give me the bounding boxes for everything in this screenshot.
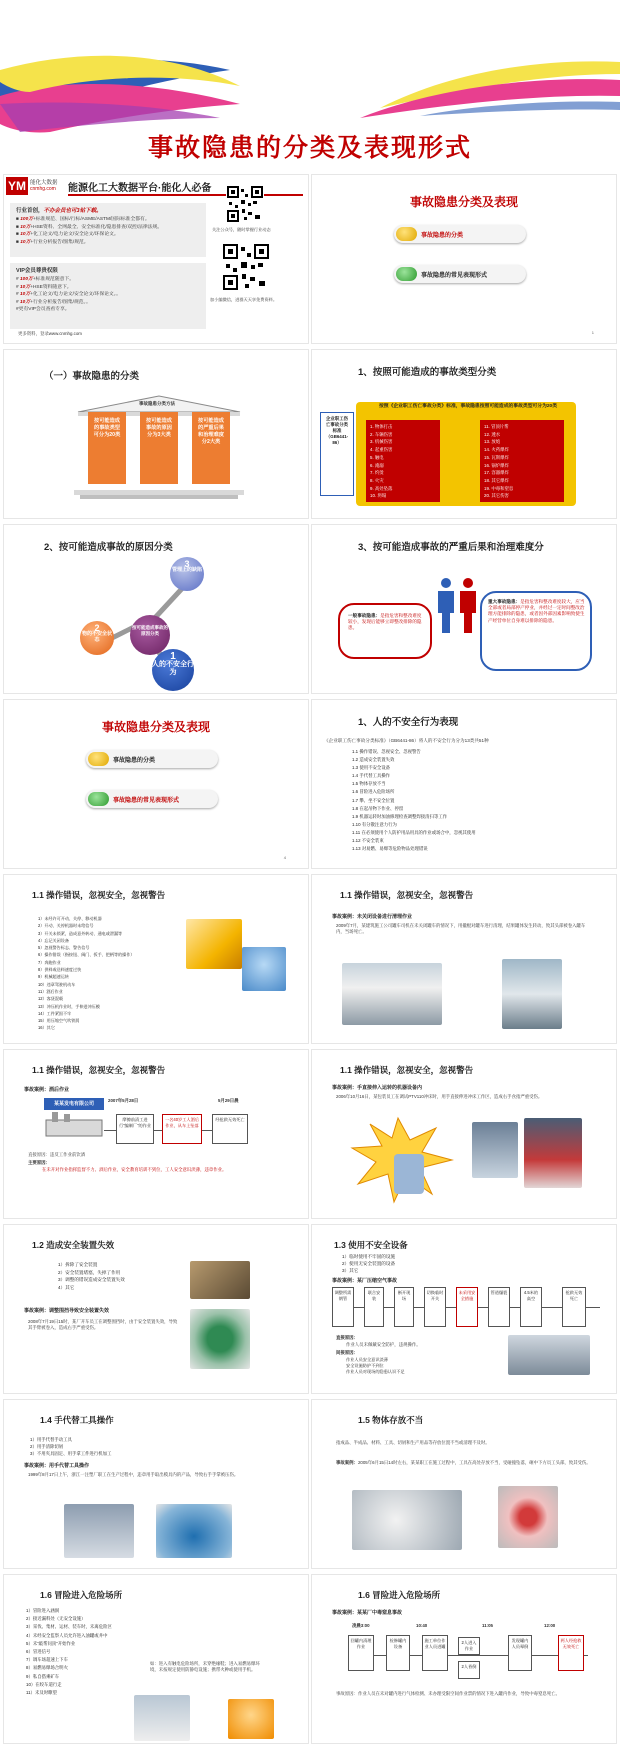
electrical-cabinet-photo [134,1695,190,1741]
flow-step-3: 断开现场 [394,1287,414,1327]
flow-step-5: 未采用安全措施 [456,1287,478,1327]
vip-box: VIP会员尊贵权限 # 100万+标准规范随意下。 # 10万+HSE资料随意下。 # 10万+化工论文/电力论文/安全论文/环保论文。。 # 10万+行业分析报告/图集/规范。。 #更有VIP会员查看专享。 [10,263,206,329]
danger-zone-note: 如：进入有触电危险场所，未穿绝缘鞋；进入易燃易爆环境，未按规定使用防静电设施；携带火种或使用手机。 [150,1661,260,1673]
date-1: 2007年5月28日 [108,1098,139,1103]
flow-step-4: 切换临时开关 [424,1287,446,1327]
slide-platform-ad [3,174,309,344]
slide-hand-instead-of-tool [3,1399,309,1569]
green-arrow-icon [396,267,417,281]
main-cause-text: 在未开对作业指挥监督不力、酒后作业，安全教育培训不到位，工人安全意识淡薄，违章作业。 [42,1167,227,1172]
slide-title: 1.3 使用不安全设备 [334,1240,408,1250]
worker-illustration [186,919,242,969]
qr-code-icon [226,185,264,223]
case-title: 事故案例：未关闭设备进行清理作业 [332,914,413,920]
machine-photo [190,1261,250,1299]
case-title: 事故案例：酒后作业 [24,1087,70,1093]
slide-title: （一）事故隐患的分类 [44,371,140,382]
indirect-cause-title: 间接原因： [336,1350,358,1355]
slide-safety-device-failure [3,1224,309,1394]
roof-label: 事故隐患分类方法 [139,401,175,406]
case-text: 2008年7月19日15时，某厂开车员工在调整围挡时，由于安全装置失效，导致其手臂被卷入，造成右手严重受伤。 [28,1319,178,1331]
slide-title: 1.1 操作错误，忽视安全，忽视警告 [32,1065,166,1075]
head-injury-photo [498,1486,558,1548]
wheel-photo [190,1309,250,1369]
flow-step-6: 发现罐内人员晕倒 [508,1635,532,1671]
date-2: 5月29日晨 [218,1098,239,1103]
slide-title: 事故隐患分类及表现 [409,195,518,209]
page-number: 1 [591,330,594,335]
direct-cause-text: 作业人员未佩戴安全防护，违规操作。 [346,1342,421,1347]
slide-operation-errors-list [3,874,309,1044]
injury-photo-2 [156,1504,232,1558]
worker-illustration-2 [242,947,286,991]
toc-item-classification[interactable]: 事故隐患的分类 [394,225,526,243]
flow-step-1: 回罐内清理作业 [348,1635,374,1671]
type-panel-heading: 按照《企业职工伤亡事故分类》标准，事故隐患按照可能造成的事故类型可分为20类 [378,404,558,409]
slide-title: 1.2 造成安全装置失效 [32,1240,115,1250]
flow-step-1: 调整所需钢管 [332,1287,354,1327]
direct-cause-title: 直接原因： [336,1335,358,1340]
industry-box: 行业首创，不办会员也可3钻下载。 ■ 100万+标准规范、国标/行标/ASME/ASTM/国际标准全都有。 ■ 10万+HSE资料、全网最全、安全标准化/隐患排查/双控/法律法规。 ■ 10万+化工论文/电力论文/安全论文/环保论文。 ■ 10万+行业分析报告/图集/规范。 [10,203,206,257]
header-banner [0,0,620,172]
slide-by-cause [3,524,309,694]
qr1-caption: 关注公众号，随时掌握行业动态 [212,227,271,232]
flow-step-2: 联合安装 [364,1287,384,1327]
footer-link[interactable]: 更多资料，登录www.cnmhg.com [18,331,82,336]
time-3: 11:05 [482,1623,493,1628]
scattered-parts-photo [352,1490,462,1550]
slide-entering-danger-zone [3,1574,309,1744]
slide-title: 1.4 手代替工具操作 [40,1415,114,1425]
slide-case-hand-in-machine [311,1049,617,1219]
heading-underline [68,194,303,196]
mixer-truck-photo [342,963,442,1025]
cause-node-material: 2 物的不安全状态 [80,621,114,655]
injury-illustration [348,1114,458,1206]
slide-title: 1、人的不安全行为表现 [358,717,459,728]
case-title: 事故案例：某厂压缩空气事故 [332,1278,398,1284]
slide-title: 2、按可能造成事故的原因分类 [44,542,173,553]
column-by-severity: 按可能造成的严重后果和治理难度分2大类 [192,412,230,484]
wechat-qr-icon [222,243,270,291]
hand-tool-list: 1）用手代替手动工具 2）用手清除切屑 3）不用夹具固定、用手拿工件进行机加工 [30,1437,112,1457]
case-text: 2009年7月，某建筑施工公司罐车司机在未关闭罐车的情况下，用撬棍对罐车进行清理，结果罐体发生转动，致其头部被卷入罐车内，当场死亡。 [336,923,586,935]
unsafe-equipment-list: 1）临时使用不牢固的设施 2）使用无安全装置的设备 3）其它 [342,1254,396,1274]
slide-case-poisoning [311,1574,617,1744]
flow-step-5: 2人昏倒 [458,1661,480,1679]
flow-step-3: 施工单位作业人员进罐 [422,1635,448,1671]
unsafe-behavior-intro: 《企业职工伤亡事故分类标准》（GB6441-86）将人的不安全行为分为13类共51种 [324,738,489,743]
slide-classification-methods [3,349,309,519]
operation-errors-list: 1）未经许可开动、关停、移动机器 2）开动、关停机器时未给信号 3）开关未锁紧，造成意外转动、通电或泄漏等 4）忘记关闭设备 5）忽视警告标志、警告信号 6）操作错误（指按钮、阀门、扳手、把柄等的操作） 7）奔跑作业 8）供料或送料速度过快 9）机械超速运转 10）违章驾驶机动车 11）酒后作业 12）客货混载 13）冲压机作业时，手伸进冲压模 14）工件紧固不牢 15）用压缩空气吹铁屑 16）其它 [38,916,135,1031]
slide-case-mixer-truck [311,874,617,1044]
general-hazard-text: 一般事故隐患：是指危害和整改难度较小，发现后能够立即整改排除的隐患。 [348,613,422,631]
slide-unsafe-behavior [311,699,617,869]
slide-by-accident-type [311,349,617,519]
direct-cause: 直接原因：违反工作业前饮酒 [28,1152,86,1157]
slide-title: 1.6 冒险进入危险场所 [358,1590,441,1600]
case-cause-text: 事故原因：作业人员在未对罐内进行气体检测、未办理受限空间作业票的情况下进入罐内作业，导致中毒窒息死亡。 [336,1691,560,1696]
standard-label: 企业职工伤亡事故分类标准（GB6441-86） [320,412,354,496]
slide-title: 事故隐患分类及表现 [101,720,210,734]
column-by-cause: 按可能造成事故的原因分为3大类 [140,412,178,484]
type-list-right: 11. 冒顶片帮 12. 透水 13. 放炮 14. 火药爆炸 15. 瓦斯爆炸 16. 锅炉爆炸 17. 容器爆炸 18. 其它爆炸 19. 中毒和窒息 20. 其它伤害 [480,420,564,502]
slide-toc-2 [3,699,309,869]
platform-heading: 能源化工大数据平台·能化人必备 [68,183,212,194]
people-icon [434,577,480,635]
main-cause-title: 主要原因： [28,1160,50,1165]
flow-box-2: 一名40岁工人酒后作业，从车上坠落 [162,1114,202,1144]
column-by-accident-type: 按可能造成的事故类型可分为20类 [88,412,126,484]
major-hazard-text: 重大事故隐患：是指危害和整改难度较大，应当全部或者局部停产停业，并经过一定时间整改治理方能排除的隐患，或者因外部因素影响致使生产经营单位自身难以排除的隐患。 [488,599,585,623]
case-text: 2006年10月16日，某包装员工在调试PTV110冲床时，用手直接伸进冲床工作区，造成右手食指严重受伤。 [336,1094,543,1099]
type-list-left: 1. 物体打击 2. 车辆伤害 3. 机械伤害 4. 起重伤害 5. 触电 6. 淹溺 7. 灼烫 8. 火灾 9. 高处坠落 10. 坍塌 [366,420,440,502]
toc-item-forms[interactable]: 事故隐患的常见表现形式 [86,790,218,808]
time-1: 凌晨3:00 [352,1623,370,1628]
case-title: 事故案例：某某厂中毒窒息事故 [332,1610,403,1616]
flow-box-1: 摩擦前清工进行“编制厂”的作业 [116,1114,154,1144]
case-title: 事故案例：用手代替工具操作 [24,1463,90,1469]
flow-step-7: 两人经抢救无效死亡 [558,1635,584,1671]
platform-logo: YM 能化大数据 cnmhg.com [8,179,58,193]
slide-title: 3、按可能造成事故的严重后果和治理难度分 [358,542,544,553]
yellow-arrow-icon [396,227,417,241]
cause-node-human: 1 人的不安全行为 [152,649,194,691]
machine-photo-1 [472,1122,518,1178]
slide-unsafe-equipment [311,1224,617,1394]
slide-title: 1.1 操作错误，忽视安全，忽视警告 [340,1065,474,1075]
case-title: 事故案例：手直接伸入运转的机器设备内 [332,1085,423,1091]
slide-toc-1 [311,174,617,344]
flow-step-7: 4.5米的高空 [520,1287,542,1327]
injury-photo-1 [64,1504,134,1558]
cause-center-node: 按可能造成事故的原因分类 [130,615,170,655]
slide-title: 1.1 操作错误，忽视安全，忽视警告 [340,890,474,900]
qr2-caption: 加小编微信，进群天天享免费资料。 [210,297,278,302]
yellow-arrow-icon [88,752,109,766]
slide-title: 1、按照可能造成的事故类型分类 [358,367,497,378]
flow-step-8: 抢救无效死亡 [562,1287,586,1327]
time-2: 10:40 [416,1623,428,1628]
presentation-title: 事故隐患的分类及表现形式 [148,134,473,162]
danger-zone-list: 1）冒险进入涵洞 2）接近漏料处（无安全设施） 3）采伐、集材、运材、装车时，未离危险区 4）未经安全监察人员允许进入油罐或井中 5）未“敲帮问顶”开始作业 6）冒进信号 7）调车场超速上下车 8）易燃易爆场合明火 9）私自搭乘矿车 10）在绞车道行走 11）未及时瞭望 [26,1608,112,1696]
flow-step-4: 2人进入作业 [458,1637,480,1655]
mixer-drum-photo [502,959,562,1029]
safety-device-list: 1）拆除了安全装置 2）安全装置堵塞，失掉了作用 3）调整的错误造成安全装置失效 4）其它 [58,1262,125,1290]
indirect-cause-list: 作业人员安全意识淡薄 安全设施防护不到位 作业人员对现场的隐患认识不足 [346,1357,405,1374]
slide-by-severity [311,524,617,694]
flow-step-2: 检修罐内设备 [386,1635,410,1671]
company-label: 某某发电有限公司 [44,1098,104,1110]
flow-step-6: 管道爆裂 [488,1287,510,1327]
case-text: 1999年8月17日上午，浙江一注塑厂职工在生产过程中，违章用手取出模具内的产品，导致右手手掌被压伤。 [28,1472,239,1477]
case-text: 事故案例：2005年6月15日14时左右，某某职工在施工过程中，工具在高处存放不当，受碰撞坠落，砸中下方员工头部，致其受伤。 [336,1460,591,1465]
toc-item-forms[interactable]: 事故隐患的常见表现形式 [394,265,526,283]
power-plant-illustration [44,1112,104,1138]
cause-node-management: 3 管理上的缺陷 [170,557,204,591]
slide-title: 1.1 操作错误，忽视安全，忽视警告 [32,890,166,900]
slide-improper-storage [311,1399,617,1569]
slide-title: 1.6 冒险进入危险场所 [40,1590,123,1600]
slide-case-drunk-work [3,1049,309,1219]
green-arrow-icon [88,792,109,806]
worker-cartoon [228,1699,274,1739]
slide-title: 1.5 物体存放不当 [358,1415,424,1425]
toc-item-classification[interactable]: 事故隐患的分类 [86,750,218,768]
case-title: 事故案例：调整围挡导致安全装置失效 [24,1308,110,1314]
page-number: 4 [283,855,286,860]
unsafe-behavior-list: 1.1 操作错误、忽视安全、忽视警告 1.2 造成安全装置失效 1.3 使用不安全设备 1.4 手代替工具操作 1.5 物体存放不当 1.6 冒险进入危险场所 1.7 攀、坐不安全位置 1.8 在起吊物下作业、停留 1.9 机器运转时加油修理检查调整焊接清扫等工作 1.10 有分散注意力行为 1.11 在必须使用个人防护用品用具的作业或场合中，忽视其使用 1.12 不安全装束 1.13 对易燃、易爆等危险物品处理错误 [352,749,476,852]
flow-box-3: 经抢救无效死亡 [212,1114,248,1144]
storage-intro: 指成品、半成品、材料、工具、切屑和生产用品等存放位置不当或清理不及时。 [336,1440,490,1445]
time-4: 12:00 [544,1623,556,1628]
site-photo [508,1335,590,1375]
machine-photo-2 [524,1118,582,1188]
